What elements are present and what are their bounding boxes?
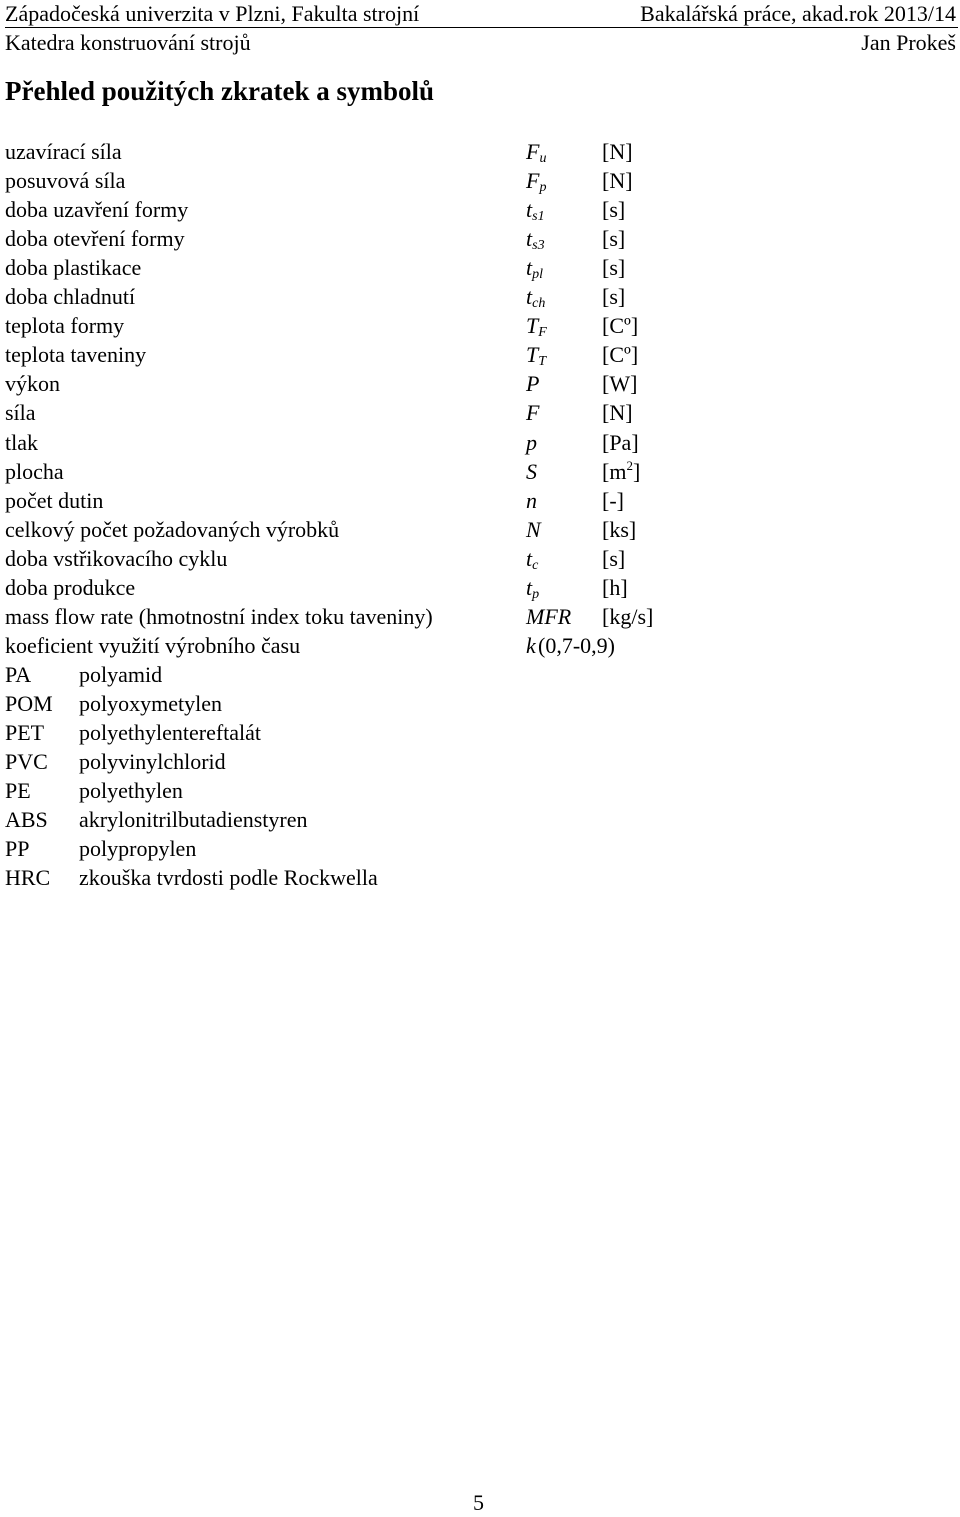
header-thesis-info: Bakalářská práce, akad.rok 2013/14 (640, 1, 956, 26)
header-department: Katedra konstruování strojů (5, 30, 251, 55)
symbol-row (5, 486, 945, 515)
symbol-description: plocha (5, 458, 64, 484)
abbreviation-meaning: polyethylentereftalát (79, 720, 262, 745)
symbol-row (5, 398, 945, 427)
abbreviation-meaning: polyamid (79, 661, 163, 687)
symbol-unit (602, 282, 625, 311)
symbol-description: doba otevření formy (5, 226, 185, 252)
symbol-base: t (526, 284, 533, 310)
symbol-unit (602, 369, 637, 398)
symbol-description: výkon (5, 371, 60, 397)
symbol-base: S (526, 458, 537, 484)
symbol-subscript: F (538, 325, 547, 341)
symbol-range: (0,7-0,9) (538, 632, 615, 658)
symbol-base: t (526, 574, 533, 600)
unit-text: [ks] (602, 516, 637, 542)
header-university: Západočeská univerzita v Plzni, Fakulta strojní (5, 1, 420, 26)
unit-text: [s] (602, 226, 626, 252)
symbol-base: T (526, 313, 539, 339)
symbol-row (5, 195, 945, 224)
symbol-unit (602, 340, 638, 369)
symbol-description: koeficient využití výrobního času (5, 632, 301, 658)
symbol-unit (602, 166, 633, 195)
symbol-unit (602, 195, 625, 224)
symbol-row (5, 369, 945, 398)
unit-text: [Pa] (602, 429, 639, 455)
abbreviation-code: ABS (5, 807, 48, 833)
abbreviation-code: PE (5, 778, 31, 804)
symbol-base: MFR (526, 603, 572, 629)
symbol-base: T (526, 342, 539, 368)
header-author: Jan Prokeš (861, 30, 956, 55)
symbol-unit (602, 457, 640, 486)
symbol-description: doba plastikace (5, 255, 142, 281)
symbol-row (5, 515, 945, 544)
unit-text: [W] (602, 371, 638, 397)
symbol-unit (602, 486, 624, 515)
symbol-row (5, 137, 945, 166)
symbol-notation (526, 428, 537, 457)
symbol-unit (602, 311, 638, 340)
symbol-unit (602, 515, 636, 544)
page-title: Přehled použitých zkratek a symbolů (5, 76, 434, 106)
symbol-unit (602, 602, 653, 631)
unit-text: [s] (602, 545, 626, 571)
symbol-notation (526, 457, 537, 486)
symbol-description: doba vstřikovacího cyklu (5, 545, 228, 571)
symbol-row (5, 631, 945, 660)
symbol-subscript: pl (532, 267, 544, 283)
symbol-base: F (526, 139, 540, 164)
abbreviation-meaning: polyvinylchlorid (79, 749, 226, 775)
symbol-description: teplota formy (5, 313, 125, 339)
symbol-description: tlak (5, 429, 38, 455)
abbreviation-code: PA (5, 661, 32, 687)
symbol-row (5, 166, 945, 195)
symbol-unit (602, 253, 625, 282)
symbol-base: t (526, 255, 533, 281)
symbol-base: P (526, 371, 540, 397)
unit-text: [Cº] (602, 342, 639, 368)
unit-text: [N] (602, 139, 633, 164)
unit-text: [N] (602, 168, 633, 194)
symbol-base: n (526, 487, 537, 513)
symbol-row (5, 544, 945, 573)
symbol-subscript: ch (532, 296, 546, 312)
symbol-row (5, 340, 945, 369)
symbol-base: k (526, 632, 536, 658)
symbol-subscript: p (539, 180, 547, 196)
symbol-subscript: c (532, 557, 539, 573)
symbol-row (5, 253, 945, 282)
header-rule (5, 27, 958, 28)
symbol-row (5, 428, 945, 457)
abbreviation-code: HRC (5, 865, 51, 891)
symbol-description: posuvová síla (5, 168, 126, 194)
symbol-base: p (526, 429, 537, 455)
symbol-base: t (526, 226, 533, 252)
symbol-unit (602, 544, 625, 573)
symbol-base: F (526, 168, 540, 194)
page-number: 5 (473, 1490, 484, 1515)
unit-text: [s] (602, 255, 626, 281)
unit-text: [kg/s] (602, 603, 654, 629)
symbol-description: celkový počet požadovaných výrobků (5, 516, 340, 542)
abbreviation-meaning: polypropylen (79, 836, 197, 862)
abbreviation-meaning: akrylonitrilbutadienstyren (79, 807, 308, 833)
symbol-row (5, 224, 945, 253)
unit-text: [h] (602, 574, 628, 600)
symbol-subscript: s1 (532, 209, 545, 225)
symbol-subscript: T (538, 354, 547, 370)
symbol-notation (526, 486, 537, 515)
symbol-unit (602, 573, 628, 602)
symbol-row (5, 573, 945, 602)
symbol-subscript: s3 (532, 238, 545, 254)
symbol-description: počet dutin (5, 487, 104, 513)
symbol-description: mass flow rate (hmotnostní index toku taveniny) (5, 603, 433, 629)
unit-end: ] (632, 458, 641, 484)
abbreviation-meaning: zkouška tvrdosti podle Rockwella (79, 865, 378, 891)
unit-text: [N] (602, 400, 633, 426)
symbol-description: doba chladnutí (5, 284, 136, 310)
symbol-notation (526, 631, 536, 660)
unit-text: [Cº] (602, 313, 639, 339)
symbol-subscript: u (539, 151, 547, 166)
abbreviation-code: POM (5, 690, 53, 716)
unit-text: [m (602, 458, 627, 484)
symbol-subscript: p (532, 586, 540, 602)
symbol-base: N (526, 516, 541, 542)
symbol-description: teplota taveniny (5, 342, 147, 368)
abbreviation-code: PET (5, 720, 45, 745)
abbreviation-meaning: polyethylen (79, 778, 183, 804)
symbol-unit (602, 224, 625, 253)
symbol-unit (602, 428, 639, 457)
abbreviation-meaning: polyoxymetylen (79, 690, 222, 716)
symbol-row (5, 457, 945, 486)
symbol-notation (526, 369, 539, 398)
abbreviation-code: PP (5, 836, 30, 862)
symbol-row (5, 311, 945, 340)
symbol-description: doba produkce (5, 574, 136, 600)
symbol-base: t (526, 197, 533, 223)
unit-text: [s] (602, 284, 626, 310)
unit-superscript: 2 (626, 457, 633, 473)
symbol-description: uzavírací síla (5, 139, 122, 164)
symbol-row (5, 282, 945, 311)
symbol-base: F (526, 400, 540, 426)
symbol-notation (526, 515, 541, 544)
symbol-notation (526, 602, 571, 631)
unit-text: [s] (602, 197, 626, 223)
symbol-description: síla (5, 400, 36, 426)
symbol-unit (602, 398, 633, 427)
unit-text: [-] (602, 487, 624, 513)
symbol-unit (602, 137, 633, 166)
symbol-description: doba uzavření formy (5, 197, 189, 223)
symbol-notation (526, 398, 539, 427)
abbreviation-code: PVC (5, 749, 48, 775)
symbol-row (5, 602, 945, 631)
symbol-base: t (526, 545, 533, 571)
